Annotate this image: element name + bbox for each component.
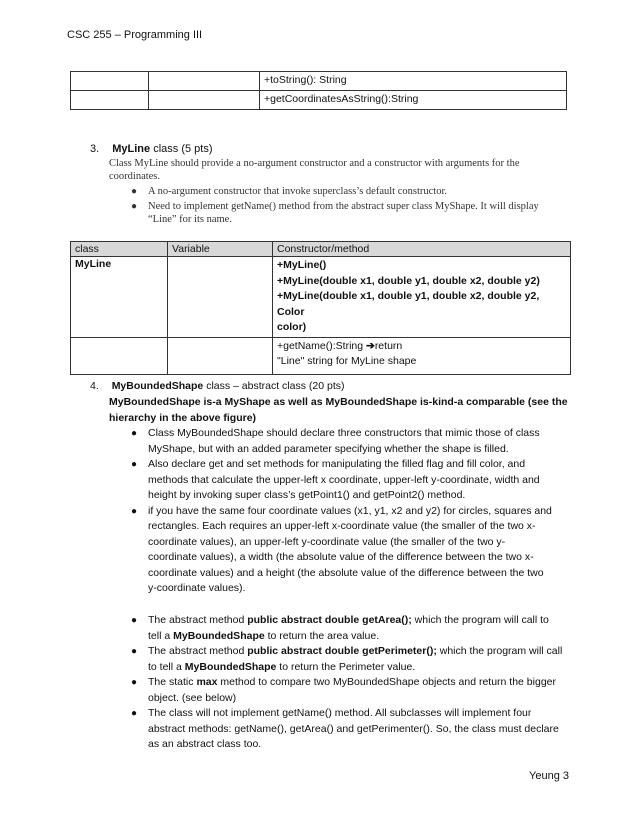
bullet-text: The abstract method — [148, 614, 248, 626]
bullet-text: tell a — [148, 629, 174, 642]
section-4-relation — [109, 395, 568, 426]
right-arrow-icon: ➔ — [366, 339, 375, 352]
bullet-text: as an abstract class too. — [148, 738, 262, 750]
page-header: CSC 255 – Programming III — [67, 29, 203, 41]
bullet-text: height by invoking super class’s getPoint1() and getPoint2() method. — [148, 489, 466, 501]
bullet-bold: public abstract double getPerimeter(); — [247, 645, 437, 657]
bullet-text: methods that calculate the upper-left x coordinate, upper-left y-coordinate, width and — [148, 473, 540, 486]
table-cell — [149, 91, 260, 110]
bullet-text: to return the area value. — [264, 629, 380, 642]
relation-line: hierarchy in the above figure) — [109, 411, 257, 424]
bullet-text: y-coordinate values). — [148, 582, 246, 594]
relation-line: MyBoundedShape is-a MyShape as well as MyBoundedShape is-kind-a comparable (see the — [109, 396, 568, 408]
table-continued — [70, 71, 567, 110]
column-header: Variable — [168, 242, 273, 257]
bullet-icon: ● — [131, 428, 138, 439]
table-row — [71, 91, 567, 110]
section-points: class – abstract class (20 pts) — [203, 380, 345, 392]
bullet-bold: MyBoundedShape — [184, 660, 277, 673]
bullet-icon: ● — [131, 646, 138, 657]
list-item — [131, 706, 578, 753]
table-cell — [71, 72, 149, 91]
intro-line: Class MyLine should provide a no-argument constructor and a constructor with arguments for the — [109, 158, 520, 169]
bullet-bold: max — [196, 676, 218, 688]
bullet-icon: ● — [131, 677, 138, 688]
bullet-icon: ● — [131, 201, 138, 212]
constructor-signature: +MyLine(double x1, double y1, double x2, double y2) — [277, 274, 540, 287]
list-item — [131, 457, 578, 504]
table-row — [71, 337, 571, 374]
bullet-text: coordinate values) and a height (the absolute value of the difference between the two — [148, 566, 544, 579]
section-3-bullets — [131, 185, 539, 226]
method-description: "Line" string for MyLine shape — [277, 355, 417, 367]
bullet-text: The class will not implement getName() method. All subclasses will implement four — [148, 707, 532, 719]
bullet-text: method to compare two MyBoundedShape objects and return the bigger — [217, 676, 556, 688]
bullet-bold: public abstract double getArea(); — [247, 614, 412, 626]
bullet-text: abstract methods: getName(), getArea() and getPerimenter(). So, the class must declare — [148, 722, 559, 735]
section-3-intro — [109, 157, 519, 183]
intro-line: coordinates. — [109, 171, 161, 182]
myline-class-table — [70, 241, 571, 375]
section-name: MyLine — [112, 143, 151, 155]
bullet-text: MyShape, but with an added parameter specifying whether the shape is filled. — [148, 442, 509, 455]
section-4-heading — [90, 379, 345, 395]
section-number: 3. — [90, 143, 100, 155]
constructors-cell — [273, 257, 571, 338]
method-cell — [273, 337, 571, 374]
table-cell — [168, 337, 273, 374]
section-points: class (5 pts) — [150, 143, 213, 155]
table-cell — [71, 337, 168, 374]
bullet-text: to tell a — [148, 660, 185, 673]
table-cell: +getCoordinatesAsString():String — [260, 91, 567, 110]
constructor-signature: +MyLine(double x1, double y1, double x2, double y2, Color — [277, 290, 540, 318]
bullet-text: The static — [148, 676, 197, 688]
bullet-text: coordinate values), a width (the absolute value of the difference between the two x- — [148, 551, 534, 563]
list-item — [131, 504, 578, 597]
section-name: MyBoundedShape — [111, 380, 204, 392]
column-header: class — [71, 242, 168, 257]
page-number: Yeung 3 — [529, 770, 569, 782]
table-cell: +toString(): String — [260, 72, 567, 91]
bullet-bold: MyBoundedShape — [173, 629, 265, 642]
bullet-text: which the program will call — [436, 645, 563, 657]
constructor-signature: +MyLine() — [277, 259, 327, 271]
table-cell — [71, 91, 149, 110]
list-item — [131, 675, 578, 706]
bullet-text: object. (see below) — [148, 691, 237, 704]
list-item — [131, 185, 539, 198]
bullet-text: The abstract method — [148, 645, 248, 657]
bullet-text: which the program will call to — [411, 614, 549, 626]
bullet-text: Also declare get and set methods for manipulating the filled flag and fill color, and — [148, 458, 526, 470]
class-name-cell: MyLine — [75, 258, 112, 270]
table-row — [71, 257, 571, 338]
table-cell — [149, 72, 260, 91]
list-item — [131, 644, 578, 675]
bullet-icon: ● — [131, 708, 138, 719]
section-number: 4. — [90, 380, 99, 392]
section-4-bullets-cont — [131, 613, 578, 753]
bullet-icon: ● — [131, 186, 138, 197]
constructor-signature: color) — [277, 321, 307, 333]
bullet-icon: ● — [131, 615, 138, 626]
section-3-heading — [90, 143, 213, 155]
bullet-text: A no-argument constructor that invoke superclass’s default constructor. — [148, 186, 447, 197]
bullet-text: Need to implement getName() method from the abstract super class MyShape. It will display — [148, 201, 539, 212]
list-item — [131, 426, 578, 457]
table-row — [71, 72, 567, 91]
method-return: return — [374, 339, 403, 352]
list-item — [131, 200, 539, 226]
bullet-text: if you have the same four coordinate values (x1, y1, x2 and y2) for circles, squares and — [148, 504, 552, 517]
bullet-icon: ● — [131, 505, 138, 517]
bullet-text: coordinate values), an upper-left y-coordinate value (the smaller of the two y- — [148, 535, 506, 548]
column-header: Constructor/method — [273, 242, 571, 257]
bullet-text: Class MyBoundedShape should declare three constructors that mimic those of class — [148, 427, 540, 439]
bullet-text: rectangles. Each requires an upper-left x-coordinate value (the smaller of the two x- — [148, 520, 536, 532]
bullet-icon: ● — [131, 459, 138, 470]
bullet-text: to return the Perimeter value. — [276, 660, 416, 673]
table-header-row — [71, 242, 571, 257]
table-cell — [168, 257, 273, 338]
list-item — [131, 613, 578, 644]
bullet-text: “Line” for its name. — [148, 214, 232, 225]
section-4-bullets — [131, 426, 578, 597]
method-signature: +getName():String — [277, 339, 366, 352]
